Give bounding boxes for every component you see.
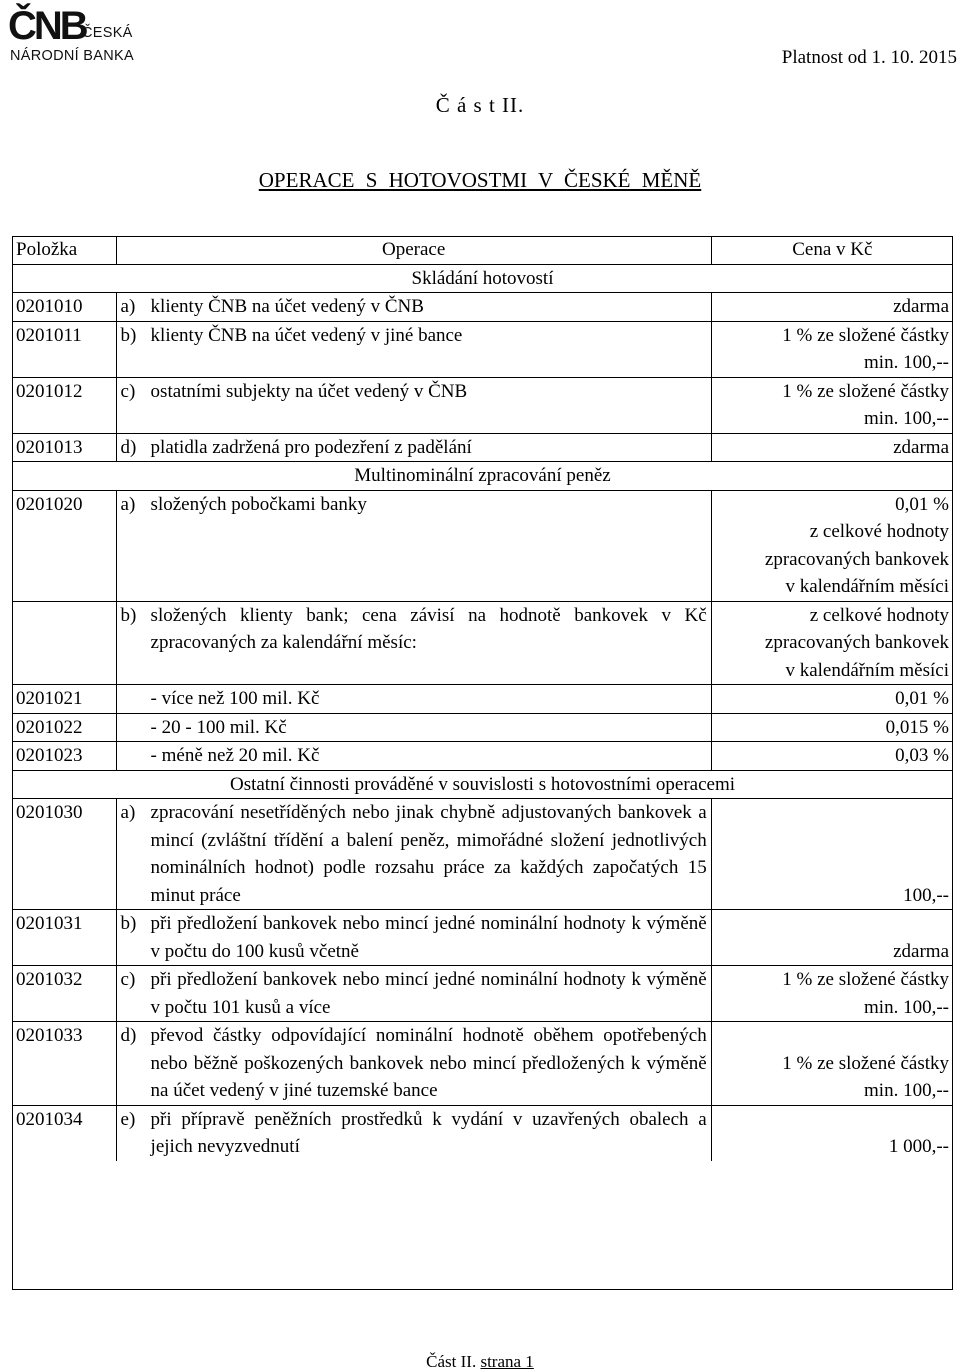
item-mark: e) — [120, 1108, 136, 1130]
document-title: OPERACE S HOTOVOSTMI V ČESKÉ MĚNĚ — [258, 168, 702, 192]
item-price: 0,01 % z celkové hodnoty zpracovaných bankovek v kalendářním měsíci — [711, 490, 953, 601]
table-row — [12, 293, 953, 322]
col-header-item: Položka — [12, 236, 116, 264]
logo-text-line2: NÁRODNÍ BANKA — [10, 48, 134, 64]
section-title: Multinominální zpracování peněz — [12, 462, 953, 491]
item-mark — [121, 714, 151, 742]
item-code: 0201020 — [12, 490, 116, 601]
item-price: 0,03 % — [711, 742, 953, 771]
item-code: 0201013 — [12, 433, 116, 462]
table-row — [12, 601, 953, 685]
table-row — [12, 799, 953, 910]
item-code: 0201033 — [12, 1022, 116, 1106]
item-text: klienty ČNB na účet vedený v ČNB — [150, 296, 424, 317]
table-row — [12, 966, 953, 1022]
col-header-price: Cena v Kč — [711, 236, 953, 264]
item-price: 100,-- — [711, 799, 953, 910]
item-price: z celkové hodnoty zpracovaných bankovek v kalendářním měsíci — [711, 601, 953, 685]
item-code: 0201012 — [12, 377, 116, 433]
item-text: - méně než 20 mil. Kč — [150, 745, 320, 766]
item-code: 0201010 — [12, 293, 116, 322]
item-code: 0201022 — [12, 713, 116, 742]
table-row — [12, 321, 953, 377]
table-row — [12, 433, 953, 462]
table-row — [12, 377, 953, 433]
item-mark: a) — [120, 296, 136, 317]
item-mark: b) — [120, 604, 137, 626]
item-mark — [121, 685, 151, 713]
item-mark — [121, 742, 151, 770]
item-code: 0201031 — [12, 910, 116, 966]
item-mark: b) — [120, 324, 137, 346]
item-price: 1 % ze složené částky min. 100,-- — [711, 377, 953, 433]
logo-mark: ČNB — [8, 4, 86, 48]
table-row — [12, 490, 953, 601]
item-price: 1 % ze složené částky min. 100,-- — [711, 1022, 953, 1106]
col-header-operation: Operace — [116, 236, 711, 264]
item-text: platidla zadržená pro podezření z padělání — [150, 436, 472, 458]
item-text: složených klienty bank; cena závisí na hodnotě bankovek v Kč zpracovaných za kalendářní měsíc: — [150, 604, 707, 653]
item-text: při předložení bankovek nebo mincí jedné nominální hodnoty k výměně v počtu do 100 kusů včetně — [150, 913, 707, 962]
table-row — [12, 1105, 953, 1161]
item-code: 0201032 — [12, 966, 116, 1022]
item-text: - 20 - 100 mil. Kč — [150, 716, 287, 738]
section-title: Skládání hotovostí — [12, 264, 953, 293]
item-text: při přípravě peněžních prostředků k vydání v uzavřených obalech a jejich nevyzvednutí — [150, 1108, 707, 1157]
item-text: ostatními subjekty na účet vedený v ČNB — [150, 380, 468, 402]
item-text: při předložení bankovek nebo mincí jedné nominální hodnoty k výměně v počtu 101 kusů a více — [150, 969, 707, 1018]
item-mark: a) — [120, 493, 136, 515]
item-mark: c) — [120, 969, 136, 990]
item-text: složených pobočkami banky — [150, 493, 367, 515]
part-heading: Č á s t II. — [435, 93, 525, 117]
section-row — [12, 770, 953, 799]
footer-page: strana 1 — [480, 1352, 534, 1371]
item-code: 0201034 — [12, 1105, 116, 1161]
item-mark: d) — [120, 1025, 137, 1046]
item-code: 0201030 — [12, 799, 116, 910]
table-row — [12, 910, 953, 966]
logo-text-line1: ČESKÁ — [82, 25, 133, 41]
item-text: klienty ČNB na účet vedený v jiné bance — [150, 324, 463, 346]
item-price: 1 % ze složené částky min. 100,-- — [711, 966, 953, 1022]
item-mark: c) — [120, 380, 136, 402]
section-row — [12, 462, 953, 491]
validity-date: Platnost od 1. 10. 2015 — [781, 47, 957, 68]
item-text: převod částky odpovídající nominální hodnotě oběhem opotřebených nebo běžně poškozených bankovek nebo mincí předložených k výměně na účet vedený v jiné tuzemské bance — [150, 1025, 707, 1101]
item-price: zdarma — [711, 910, 953, 966]
footer-part: Část II. — [426, 1352, 477, 1371]
section-title: Ostatní činnosti prováděné v souvislosti s hotovostními operacemi — [12, 770, 953, 799]
table-row — [12, 1022, 953, 1106]
item-mark: b) — [120, 913, 137, 934]
item-mark: d) — [120, 436, 137, 458]
item-price: 1 % ze složené částky min. 100,-- — [711, 321, 953, 377]
cnb-logo — [8, 6, 168, 68]
item-text: - více než 100 mil. Kč — [150, 688, 320, 709]
item-code: 0201023 — [12, 742, 116, 771]
table-row — [12, 742, 953, 771]
table-row — [12, 685, 953, 714]
item-code: 0201011 — [12, 321, 116, 377]
item-price: 1 000,-- — [888, 1136, 949, 1157]
item-price: zdarma — [711, 293, 953, 322]
item-code: 0201021 — [12, 685, 116, 714]
item-mark: a) — [120, 802, 136, 823]
table-header-row — [12, 236, 953, 264]
page-footer — [0, 1352, 960, 1372]
table-row — [12, 713, 953, 742]
item-text: zpracování nesetříděných nebo jinak chybně adjustovaných bankovek a mincí (zvláštní třídění a balení peněz, mimořádné složení jednotlivých nominálních hodnot) podle rozsahu práce za každých započatých 15 minut práce — [150, 802, 707, 906]
item-price: zdarma — [711, 433, 953, 462]
price-table — [12, 236, 953, 1161]
item-code — [12, 601, 116, 685]
item-price: 0,01 % — [711, 685, 953, 714]
item-price: 0,015 % — [711, 713, 953, 742]
section-row — [12, 264, 953, 293]
